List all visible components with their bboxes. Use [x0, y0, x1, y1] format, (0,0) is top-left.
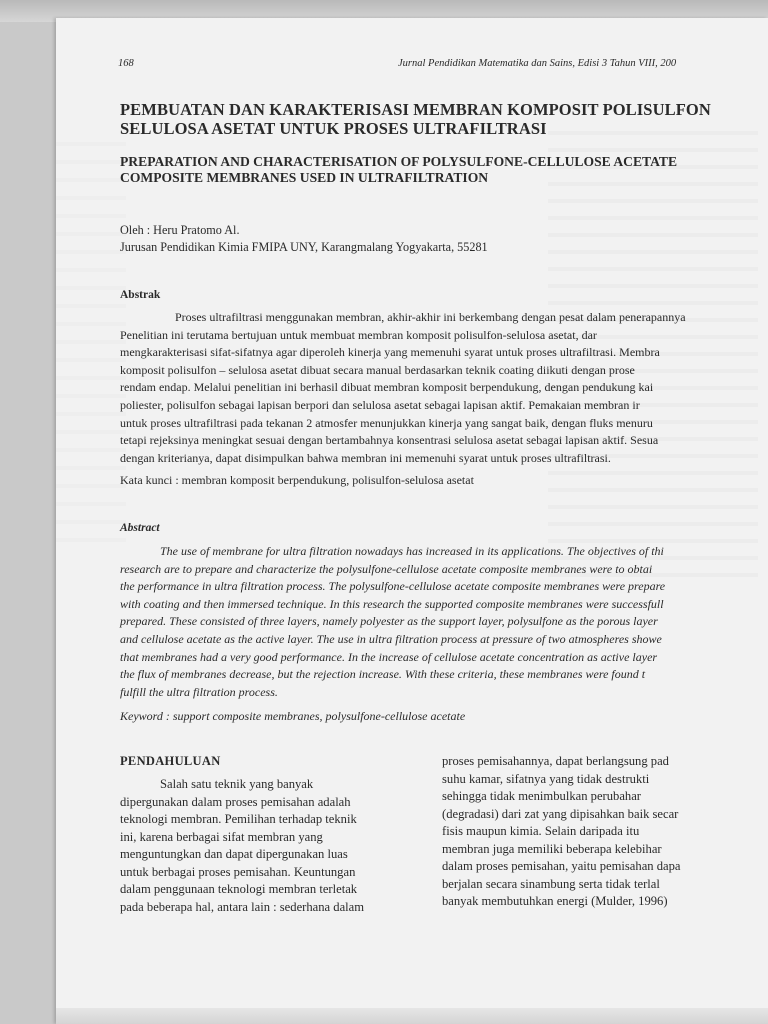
abstrak-heading: Abstrak [120, 289, 161, 301]
scanned-page [56, 18, 768, 1024]
abstrak-keywords: Kata kunci : membran komposit berpendukung, polisulfon-selulosa asetat [120, 473, 474, 487]
intro-line: dalam penggunaan teknologi membran terletak [120, 882, 358, 896]
abstrak-line: Proses ultrafiltrasi menggunakan membran, akhir-akhir ini berkembang dengan pesat dalam penerapannya [175, 310, 686, 324]
intro-line: (degradasi) dari zat yang dipisahkan baik secar [442, 806, 679, 821]
intro-line: ini, karena berbagai sifat membran yang [120, 829, 323, 844]
intro-line: dipergunakan dalam proses pemisahan adalah [120, 794, 351, 809]
author-block [120, 222, 488, 256]
author-name: Oleh : Heru Pratomo Al. [120, 223, 240, 237]
abstract-line: the performance in ultra filtration process. The polysulfone-cellulose acetate composite membranes were prepare [120, 579, 666, 594]
abstract-line: research are to prepare and characterize the polysulfone-cellulose acetate composite membranes were to obtai [120, 561, 653, 576]
intro-line: sehingga tidak menimbulkan perubahar [442, 789, 641, 803]
title-english [120, 154, 677, 186]
intro-line: membran juga memiliki beberapa kelebihar [442, 841, 662, 856]
intro-line: proses pemisahannya, dapat berlangsung pad [442, 754, 669, 768]
abstract-line: prepared. These consisted of three layers, namely polyester as the support layer, polysulfone as the porous layer [120, 614, 658, 629]
intro-line: untuk berbagai proses pemisahan. Keuntungan [120, 864, 356, 879]
abstrak-paragraph [120, 309, 686, 467]
title-id-line: SELULOSA ASETAT UNTUK PROSES ULTRAFILTRASI [120, 119, 547, 138]
abstract-line: The use of membrane for ultra filtration nowadays has increased in its applications. The objectives of thi [160, 544, 664, 558]
abstrak-line: Penelitian ini terutama bertujuan untuk membuat membran komposit polisulfon-selulosa asetat, dar [120, 327, 597, 342]
abstract-line: the flux of membranes decrease, but the rejection increase. With these criteria, these membranes were found t [120, 667, 646, 682]
title-en-line: PREPARATION AND CHARACTERISATION OF POLYSULFONE-CELLULOSE ACETATE [120, 154, 678, 169]
abstract-line: with coating and then immersed technique. In this research the supported composite membranes were successfull [120, 596, 664, 611]
abstrak-line: untuk proses ultrafiltrasi pada tekanan 2 atmosfer menunjukkan kinerja yang sangat baik, dengan fluks menuru [120, 415, 653, 430]
journal-header: Jurnal Pendidikan Matematika dan Sains, Edisi 3 Tahun VIII, 200 [398, 58, 677, 69]
abstract-keywords: Keyword : support composite membranes, polysulfone-cellulose acetate [120, 709, 466, 723]
abstrak-line: mengkarakterisasi sifat-sifatnya agar diperoleh kinerja yang memenuhi syarat untuk proses ultrafiltrasi. Membra [120, 345, 660, 360]
intro-line: teknologi membran. Pemilihan terhadap teknik [120, 812, 357, 826]
author-affiliation: Jurusan Pendidikan Kimia FMIPA UNY, Karangmalang Yogyakarta, 55281 [120, 240, 488, 254]
intro-line: berjalan secara sinambung serta tidak terlal [442, 876, 660, 891]
abstract-heading: Abstract [120, 522, 160, 534]
abstract-line: fulfill the ultra filtration process. [120, 684, 278, 699]
abstrak-line: rendam endap. Melalui penelitian ini berhasil dibuat membran komposit berpendukung, dengan pendukung kai [120, 380, 654, 395]
bleed-through-text-left [56, 128, 126, 548]
title-indonesian [120, 100, 711, 138]
title-id-line: PEMBUATAN DAN KARAKTERISASI MEMBRAN KOMPOSIT POLISULFON [120, 100, 711, 119]
intro-line: dalam proses pemisahan, yaitu pemisahan dapa [442, 859, 681, 873]
intro-line: pada beberapa hal, antara lain : sederhana dalam [120, 899, 365, 914]
intro-line: menguntungkan dan dapat dipergunakan luas [120, 847, 348, 861]
abstrak-line: tetapi rejeksinya meningkat sesuai dengan bertambahnya konsentrasi selulosa asetat sebagai lapisan aktif. Sesua [120, 433, 659, 448]
abstract-paragraph [120, 543, 665, 701]
intro-right-column [442, 753, 681, 911]
pendahuluan-heading: PENDAHULUAN [120, 754, 221, 768]
intro-line: fisis maupun kimia. Selain daripada itu [442, 824, 640, 838]
scan-bottom-edge [56, 1008, 768, 1024]
abstract-line: and cellulose acetate as the active layer. The use in ultra filtration process at pressure of two atmospheres showe [120, 631, 662, 646]
abstrak-line: komposit polisulfon – selulosa asetat dibuat secara manual berdasarkan teknik coating diikuti dengan prose [120, 362, 635, 377]
abstrak-line: dengan kriterianya, dapat disimpulkan bahwa membran ini memenuhi syarat untuk proses ultrafiltrasi. [120, 450, 611, 465]
abstract-line: that membranes had a very good performance. In the increase of cellulose acetate concentration as active layer [120, 649, 658, 664]
intro-line: Salah satu teknik yang banyak [160, 777, 314, 791]
title-en-line: COMPOSITE MEMBRANES USED IN ULTRAFILTRATION [120, 170, 489, 185]
intro-left-column [120, 776, 396, 916]
intro-line: banyak membutuhkan energi (Mulder, 1996) [442, 894, 668, 908]
abstrak-line: poliester, polisulfon sebagai lapisan berpori dan selulosa asetat sebagai lapisan aktif. Pemakaian membran ir [120, 397, 640, 412]
intro-line: suhu kamar, sifatnya yang tidak destrukti [442, 771, 650, 786]
page-number: 168 [118, 58, 134, 69]
